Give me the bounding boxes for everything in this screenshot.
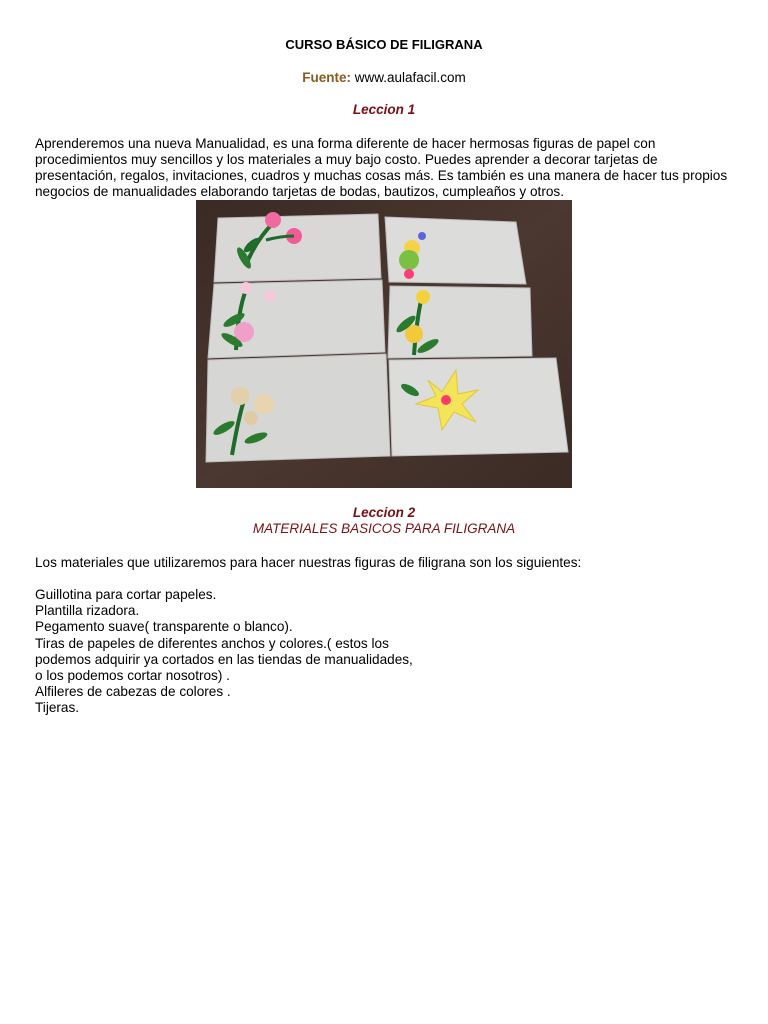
source-line	[0, 70, 768, 85]
list-item: Guillotina para cortar papeles.	[35, 587, 217, 602]
source-url: www.aulafacil.com	[354, 70, 466, 85]
lesson-2-heading: Leccion 2	[352, 505, 416, 520]
list-item: Plantilla rizadora.	[35, 603, 140, 619]
materials-list	[35, 587, 413, 717]
lesson-2-intro: Los materiales que utilizaremos para hacer nuestras figuras de filigrana son los siguientes:	[35, 555, 582, 570]
list-item: o los podemos cortar nosotros) .	[35, 668, 230, 684]
source-label: Fuente:	[302, 70, 351, 85]
list-item: Alfileres de cabezas de colores .	[35, 684, 231, 700]
list-item: Tijeras.	[35, 700, 80, 716]
lesson-1-paragraph: Aprenderemos una nueva Manualidad, es una forma diferente de hacer hermosas figuras de papel con procedimientos muy sencillos y los materiales a muy bajo costo. Puedes aprender a decorar tarjetas de presentación, regalos, invitaciones, cuadros y muchas cosas más. Es también es una manera de hacer tus propios negocios de manualidades elaborando tarjetas de bodas, bautizos, cumpleaños y otros.	[35, 136, 728, 199]
lesson-1-heading: Leccion 1	[352, 102, 416, 117]
lesson-2-subheading: MATERIALES BASICOS PARA FILIGRANA	[252, 521, 516, 536]
document-title: CURSO BÁSICO DE FILIGRANA	[285, 37, 483, 52]
list-item: Pegamento suave( transparente o blanco).	[35, 619, 293, 635]
filigree-cards-photo	[196, 200, 572, 488]
list-item: podemos adquirir ya cortados en las tiendas de manualidades,	[35, 651, 413, 667]
list-item: Tiras de papeles de diferentes anchos y colores.( estos los	[35, 635, 389, 651]
